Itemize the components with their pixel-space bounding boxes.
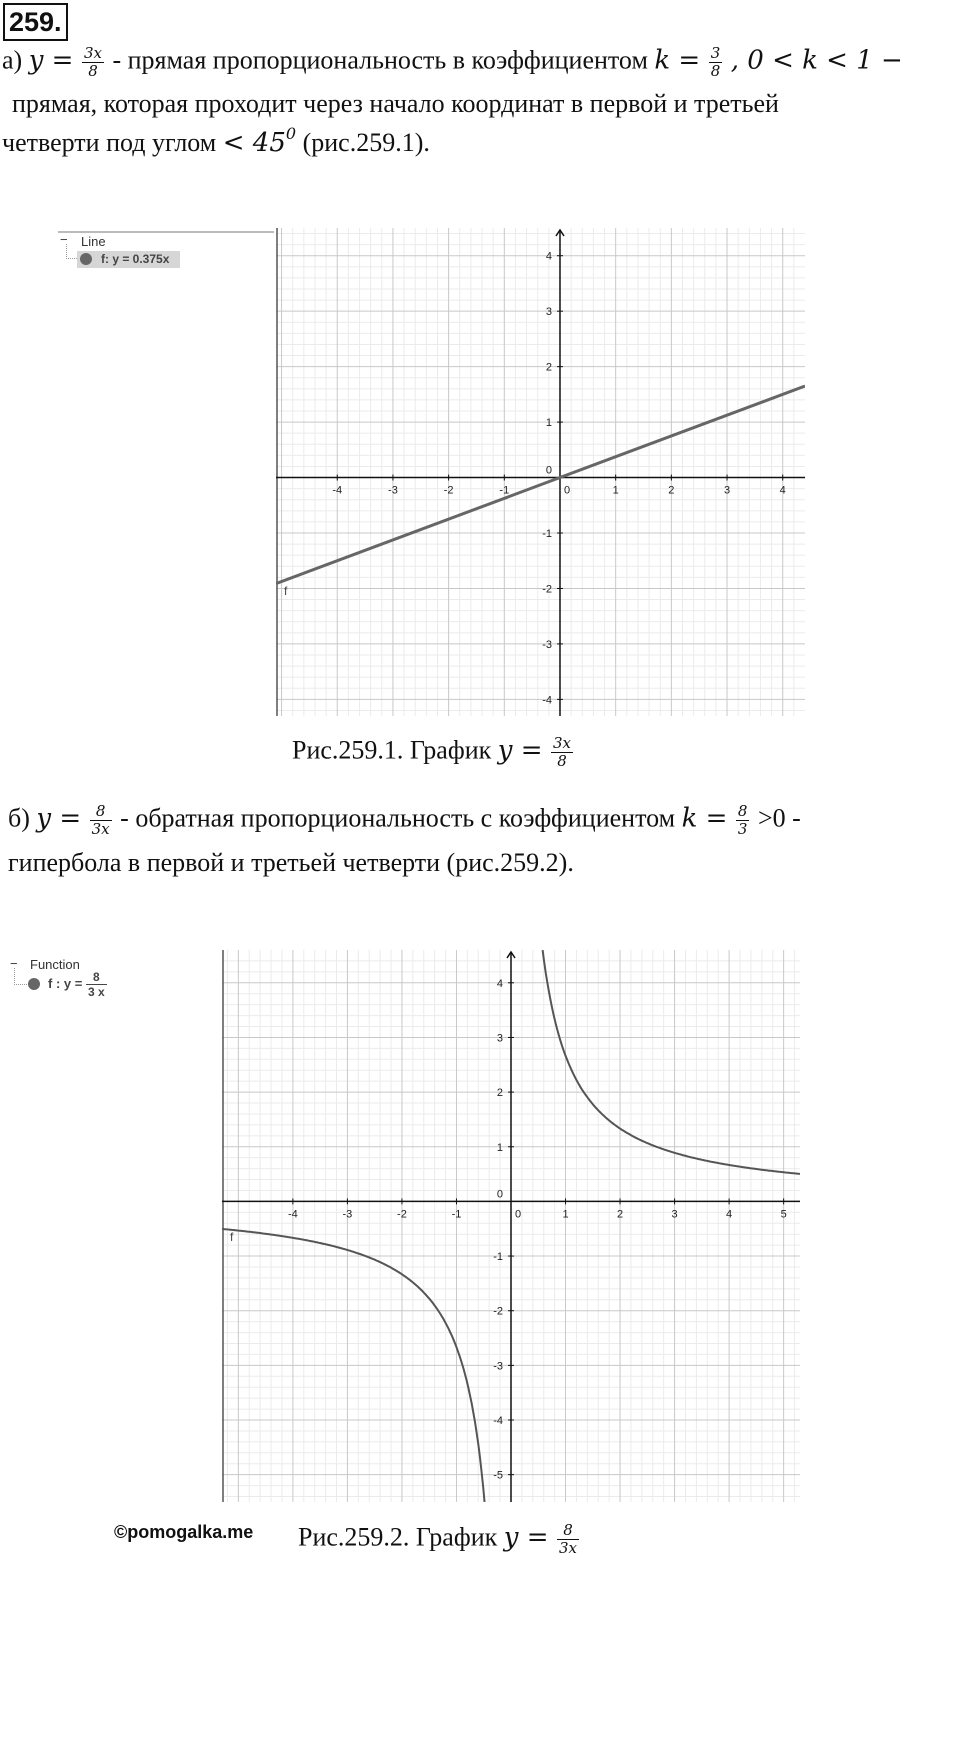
part-b-text: - обратная пропорциональность с коэффициентом <box>120 803 676 833</box>
figure2-caption-fraction: $\frac{8}{3x}$ <box>559 1521 578 1557</box>
figure1-chart <box>276 228 805 716</box>
figure1-x-tick-label: 1 <box>612 484 619 497</box>
figure1-legend-text: f: y = 0.375x <box>101 252 170 266</box>
figure1-x-tick-label: -1 <box>499 484 510 497</box>
figure2-chart <box>222 950 800 1502</box>
figure2-x-tick-label: -3 <box>342 1208 353 1221</box>
part-a-fraction: $\frac{3x}{8}$ <box>83 44 102 80</box>
figure1-legend-tree-line <box>66 244 77 259</box>
figure2-x-tick-label: 5 <box>780 1208 787 1221</box>
figure1-x-tick-label: 0 <box>563 484 571 497</box>
figure1-y-tick-label: 4 <box>545 250 552 263</box>
part-a-line1 <box>2 45 903 80</box>
part-b-k-eq: k = <box>681 803 728 834</box>
figure2-x-tick-label: -2 <box>397 1208 407 1221</box>
part-b-line2: гипербола в первой и третьей четверти (рис.259.2). <box>8 848 574 877</box>
figure2-y-tick-label: -3 <box>493 1360 503 1373</box>
figure2-caption-text: Рис.259.2. График <box>298 1522 498 1552</box>
figure1-caption <box>292 735 575 770</box>
figure1-y-tick-label: -3 <box>542 638 552 651</box>
part-b-y-eq: y = <box>36 803 82 834</box>
figure1-x-tick-label: 3 <box>723 484 731 497</box>
part-b-line1 <box>8 803 801 838</box>
figure2-curve-label: f <box>230 1229 234 1244</box>
figure2-y-tick-label: 0 <box>496 1188 503 1201</box>
figure1-x-tick-label: 4 <box>779 484 786 497</box>
figure2-x-tick-label: 4 <box>726 1208 733 1221</box>
figure2-x-tick-label: 3 <box>671 1208 678 1221</box>
part-a-ref: (рис.259.1). <box>302 128 430 157</box>
figure1-x-tick-label: -2 <box>443 484 454 497</box>
figure1-x-tick-label: -3 <box>388 484 398 497</box>
figure1-y-tick-label: 0 <box>545 464 552 477</box>
figure2-x-tick-label: -1 <box>451 1208 462 1221</box>
figure1-legend-group: Line <box>81 234 106 249</box>
figure2-x-tick-label: 1 <box>562 1208 569 1221</box>
part-a-k-fraction: $\frac{3}{8}$ <box>710 44 721 80</box>
part-a-inequality: , 0 < k < 1 − <box>730 45 903 76</box>
figure2-x-tick-label: 2 <box>616 1208 624 1221</box>
figure1-caption-text: Рис.259.1. График <box>292 735 492 765</box>
part-a-line3 <box>2 124 430 158</box>
part-a-angle: < $45^0$ <box>222 124 297 158</box>
part-b-fraction: $\frac{8}{3x}$ <box>91 802 110 838</box>
figure2-y-tick-label: 4 <box>496 977 503 990</box>
problem-number: 259. <box>3 3 68 41</box>
figure1-y-tick-label: -2 <box>542 583 552 596</box>
figure2-y-tick-label: -2 <box>493 1305 503 1318</box>
figure2-legend-group: Function <box>30 957 80 972</box>
figure1-caption-y: y = <box>497 735 543 766</box>
figure1-x-tick-label: 2 <box>668 484 675 497</box>
figure2-legend-text: f : y = $\frac{8}{3 x}$ <box>48 970 105 999</box>
figure2-y-tick-label: -1 <box>493 1251 503 1264</box>
figure1-curve-label: f <box>284 584 288 599</box>
figure1-y-tick-label: -4 <box>542 694 552 707</box>
figure2-caption-y: y = <box>503 1522 549 1553</box>
figure2-y-tick-label: 3 <box>496 1032 503 1045</box>
figure1-caption-fraction: $\frac{3x}{8}$ <box>553 734 572 770</box>
figure2-y-tick-label: 1 <box>496 1141 503 1154</box>
figure1-y-tick-label: 1 <box>545 417 552 430</box>
part-a-text: - прямая пропорциональность в коэффициентом <box>112 45 648 75</box>
part-b-label: б) <box>8 803 30 833</box>
figure1-legend-collapse-icon[interactable]: − <box>60 232 68 247</box>
figure1-legend-dot-icon[interactable] <box>80 253 92 265</box>
figure1-y-tick-label: 2 <box>545 361 552 374</box>
figure2-legend-tree-line <box>14 968 27 985</box>
figure2-x-tick-label: 0 <box>515 1208 522 1221</box>
credit-watermark: ©pomogalka.me <box>114 1522 254 1542</box>
figure1-y-tick-label: 3 <box>545 306 552 319</box>
part-a-k-eq: k = <box>654 45 701 76</box>
figure2-y-tick-label: 2 <box>496 1087 503 1100</box>
figure2-caption <box>298 1522 581 1557</box>
part-a-y-eq: y = <box>28 45 74 76</box>
figure1-x-tick-label: -4 <box>332 484 343 497</box>
part-b-tail: >0 - <box>757 803 801 833</box>
figure2-legend-collapse-icon[interactable]: − <box>10 956 18 971</box>
figure2-y-tick-label: -4 <box>493 1415 503 1428</box>
part-b-k-fraction: $\frac{8}{3}$ <box>737 802 748 838</box>
part-a-line2: прямая, которая проходит через начало координат в первой и третьей <box>12 89 779 118</box>
part-a-line3-text: четверти под углом <box>2 128 217 157</box>
figure2-y-tick-label: -5 <box>493 1469 503 1482</box>
figure1-panel-divider <box>58 231 274 233</box>
figure2-legend-dot-icon[interactable] <box>28 978 40 990</box>
part-a-label: а) <box>2 45 23 75</box>
figure2-x-tick-label: -4 <box>287 1208 298 1221</box>
figure1-y-tick-label: -1 <box>542 528 552 540</box>
